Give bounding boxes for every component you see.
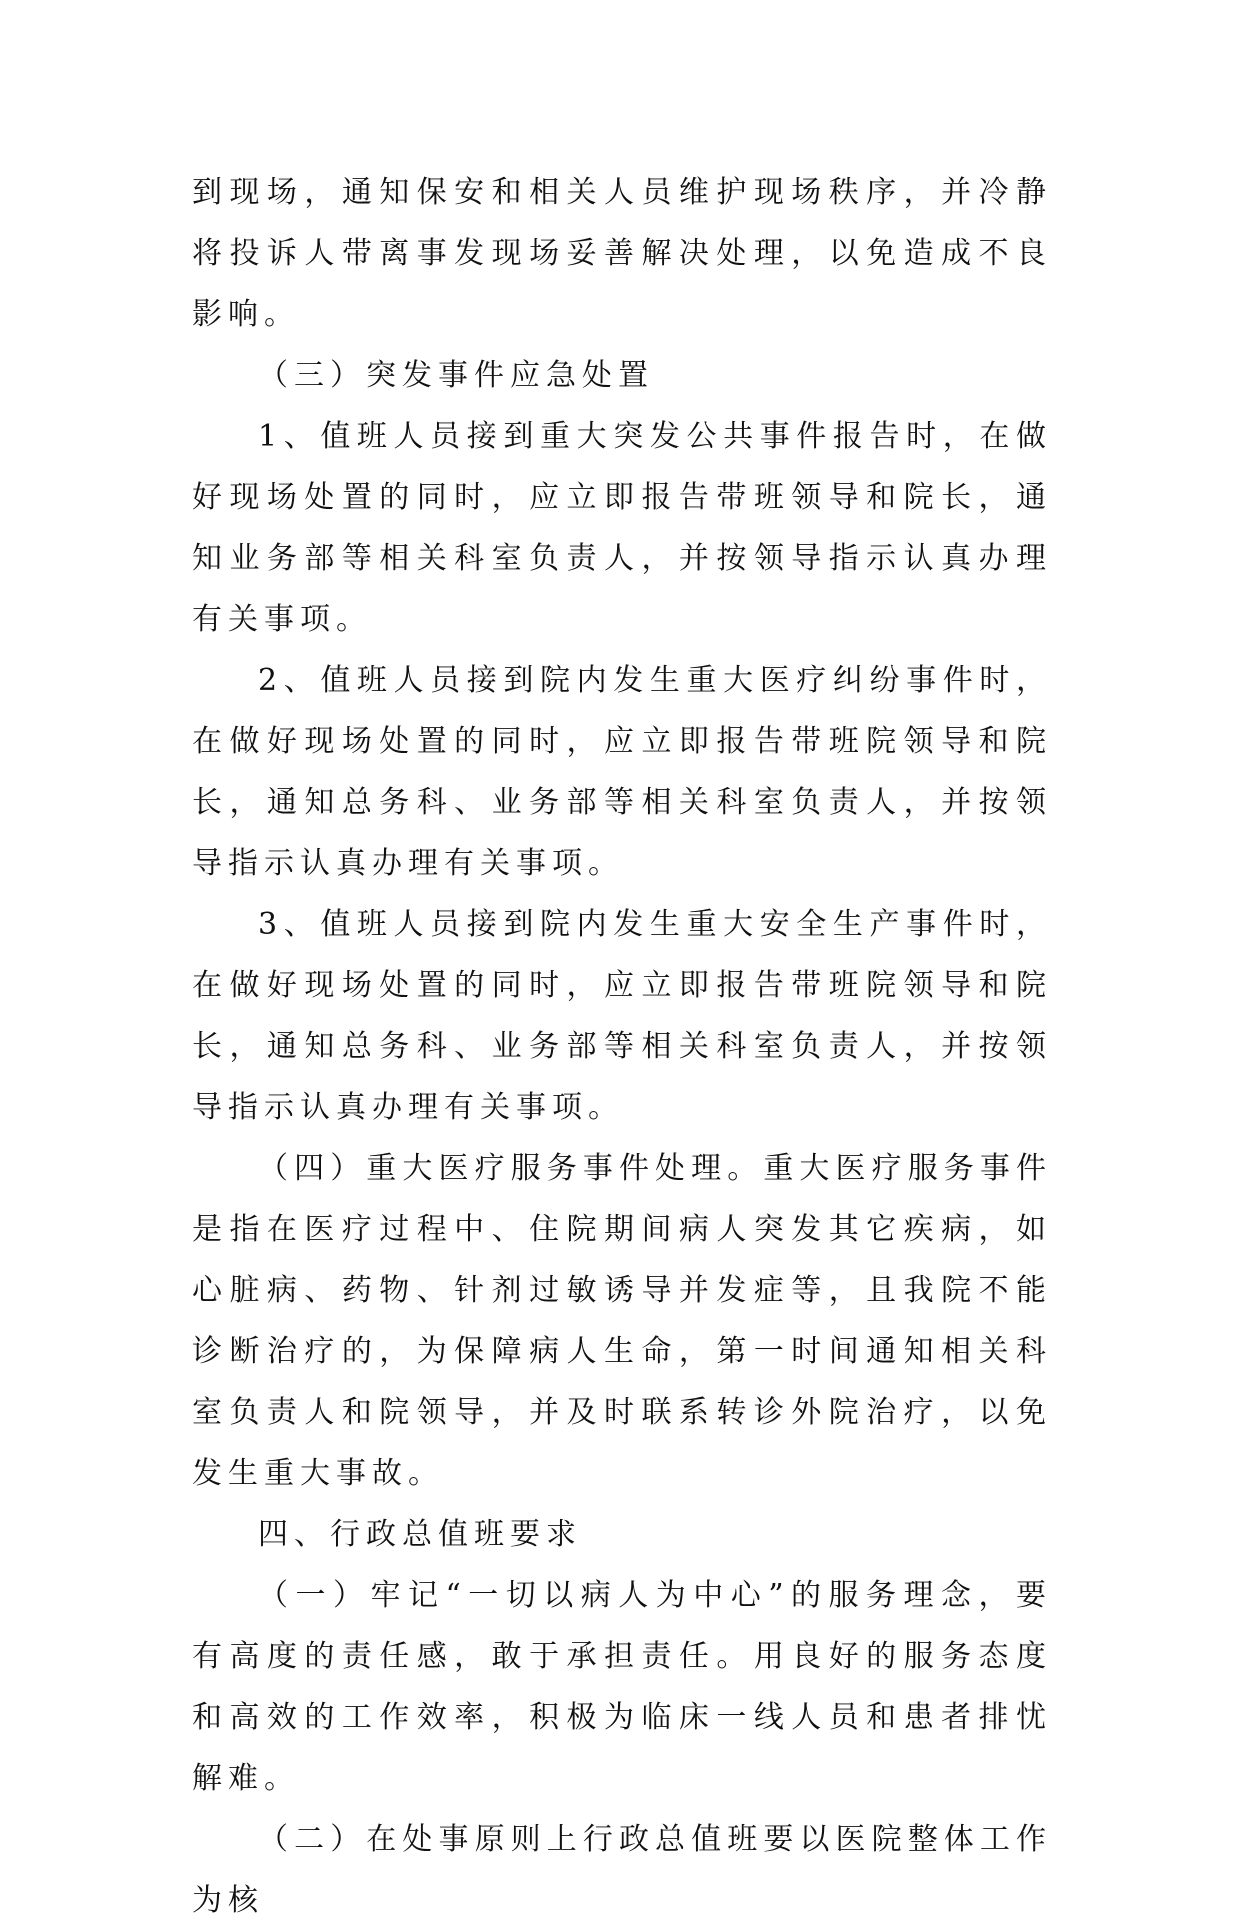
paragraph: 1、值班人员接到重大突发公共事件报告时，在做好现场处置的同时，应立即报告带班领导和院长，通知业务部等相关科室负责人，并按领导指示认真办理有关事项。 [192, 419, 1052, 637]
paragraph: 到现场，通知保安和相关人员维护现场秩序，并冷静将投诉人带离事发现场妥善解决处理，以免造成不良影响。 [192, 175, 1052, 332]
paragraph: 3、值班人员接到院内发生重大安全生产事件时，在做好现场处置的同时，应立即报告带班院领导和院长，通知总务科、业务部等相关科室负责人，并按领导指示认真办理有关事项。 [192, 907, 1052, 1125]
section-heading: （三）突发事件应急处置 [258, 358, 654, 393]
paragraph: 2、值班人员接到院内发生重大医疗纠纷事件时，在做好现场处置的同时，应立即报告带班院领导和院长，通知总务科、业务部等相关科室负责人，并按领导指示认真办理有关事项。 [192, 663, 1052, 881]
paragraph: （二）在处事原则上行政总值班要以医院整体工作为核 [192, 1822, 1052, 1918]
paragraph: （四）重大医疗服务事件处理。重大医疗服务事件是指在医疗过程中、住院期间病人突发其它疾病，如心脏病、药物、针剂过敏诱导并发症等，且我院不能诊断治疗的，为保障病人生命，第一时间通知相关科室负责人和院领导，并及时联系转诊外院治疗，以免发生重大事故。 [192, 1151, 1052, 1491]
document-body [192, 162, 1052, 1931]
section-heading: 四、行政总值班要求 [258, 1517, 582, 1552]
paragraph: （一）牢记“一切以病人为中心”的服务理念，要有高度的责任感，敢于承担责任。用良好的服务态度和高效的工作效率，积极为临床一线人员和患者排忧解难。 [192, 1578, 1052, 1796]
